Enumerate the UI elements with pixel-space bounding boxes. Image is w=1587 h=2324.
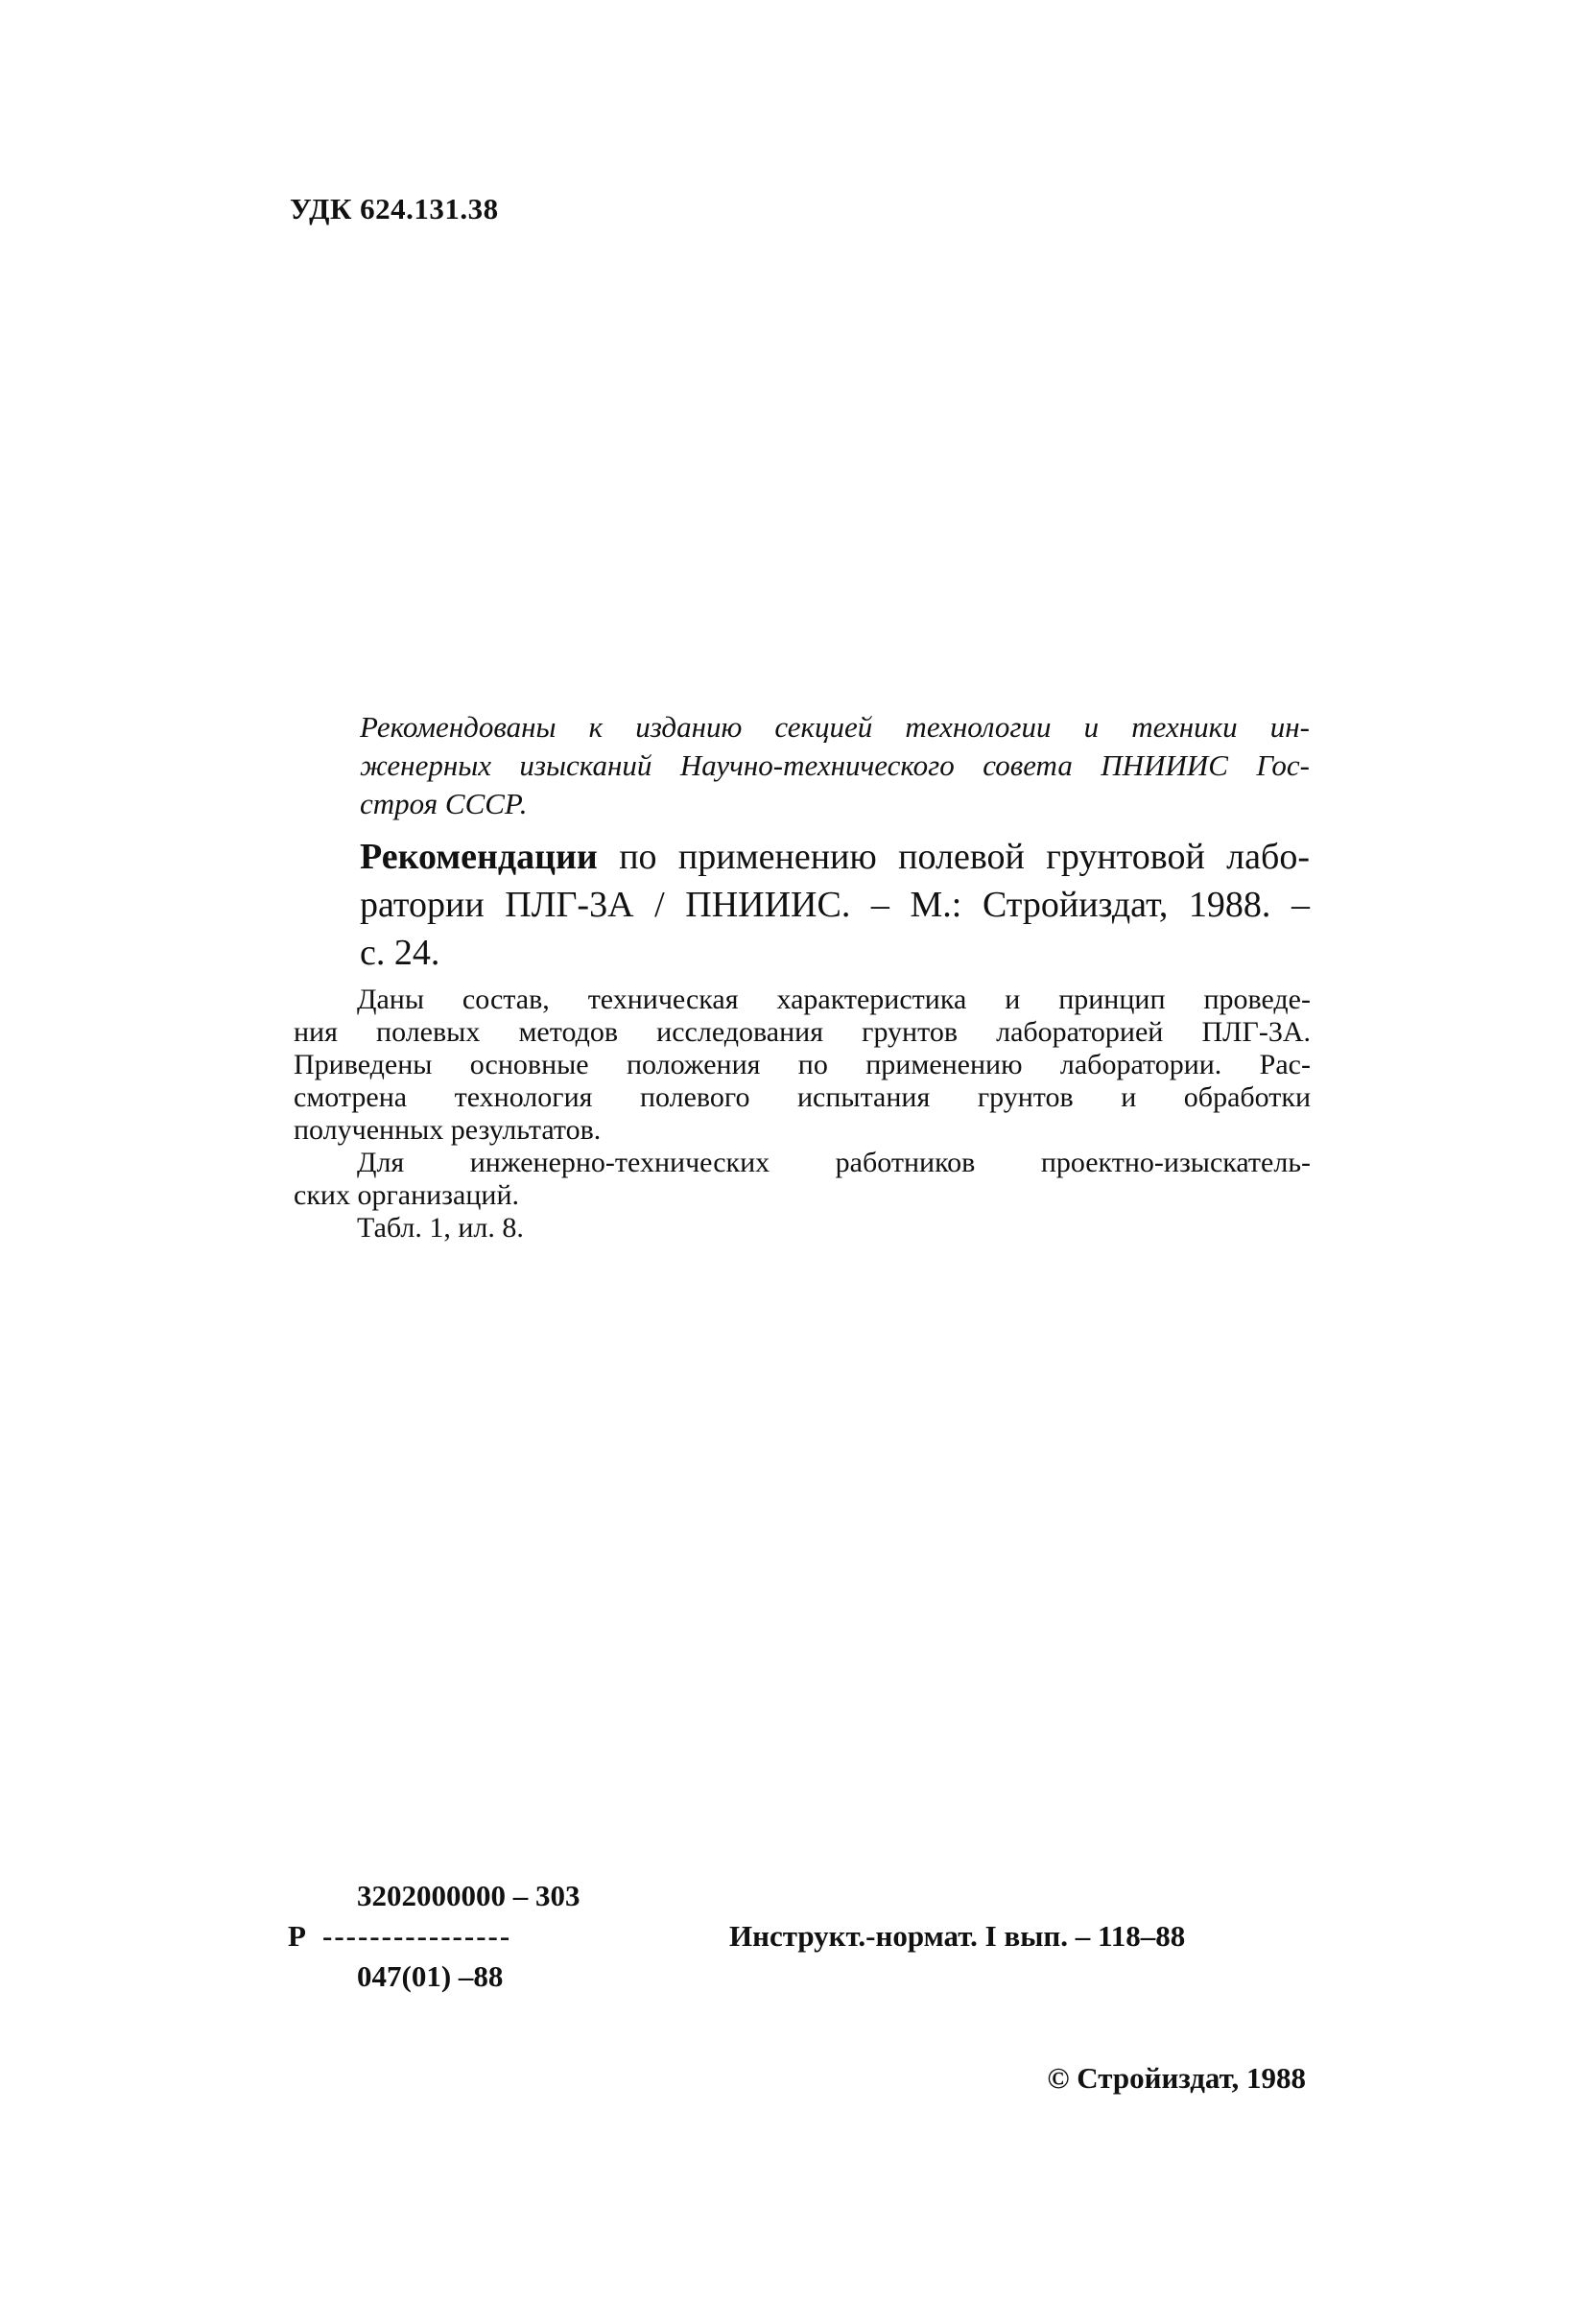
biblio-line xyxy=(360,833,1310,881)
abstract-line: Для инженерно-технических работников проектно-изыскатель- xyxy=(357,1147,1311,1178)
imprint-denominator: 047(01) –88 xyxy=(357,1959,504,1993)
biblio-lead-word: Рекомендации xyxy=(360,837,598,877)
bibliographic-description xyxy=(360,833,1310,977)
copyright: © Стройиздат, 1988 xyxy=(1047,2061,1306,2095)
recommendation-line: женерных изысканий Научно-технического совета ПНИИИС Гос- xyxy=(360,748,1310,782)
abstract-line: полученных результатов. xyxy=(294,1114,602,1146)
udk-code: УДК 624.131.38 xyxy=(290,192,499,225)
recommendation-line: строя СССР. xyxy=(360,787,528,820)
abstract-line: Табл. 1, ил. 8. xyxy=(357,1212,524,1244)
imprint-letter: Р xyxy=(288,1919,306,1953)
abstract-line: Даны состав, техническая характеристика и принцип проведе- xyxy=(357,984,1311,1015)
imprint-fraction-line: ---------------- xyxy=(322,1919,512,1953)
abstract-line: ских организаций. xyxy=(294,1179,520,1211)
recommendation-note xyxy=(360,708,1310,823)
abstract-line: смотрена технология полевого испытания грунтов и обработки xyxy=(294,1081,1311,1113)
recommendation-line: Рекомендованы к изданию секцией технологии и техники ин- xyxy=(360,710,1310,744)
abstract-line: Приведены основные положения по применению лаборатории. Рас- xyxy=(294,1049,1311,1080)
abstract xyxy=(294,984,1311,1245)
biblio-line-rest: по применению полевой грунтовой лабо- xyxy=(597,837,1310,877)
biblio-line: ратории ПЛГ-3А / ПНИИИС. – М.: Стройиздат, 1988. – xyxy=(360,885,1310,925)
imprint-numerator: 3202000000 – 303 xyxy=(357,1879,580,1912)
imprint-instruction: Инструкт.-нормат. I вып. – 118–88 xyxy=(729,1919,1186,1953)
abstract-line: ния полевых методов исследования грунтов лабораторией ПЛГ-3А. xyxy=(294,1016,1311,1048)
biblio-line: с. 24. xyxy=(360,933,440,973)
